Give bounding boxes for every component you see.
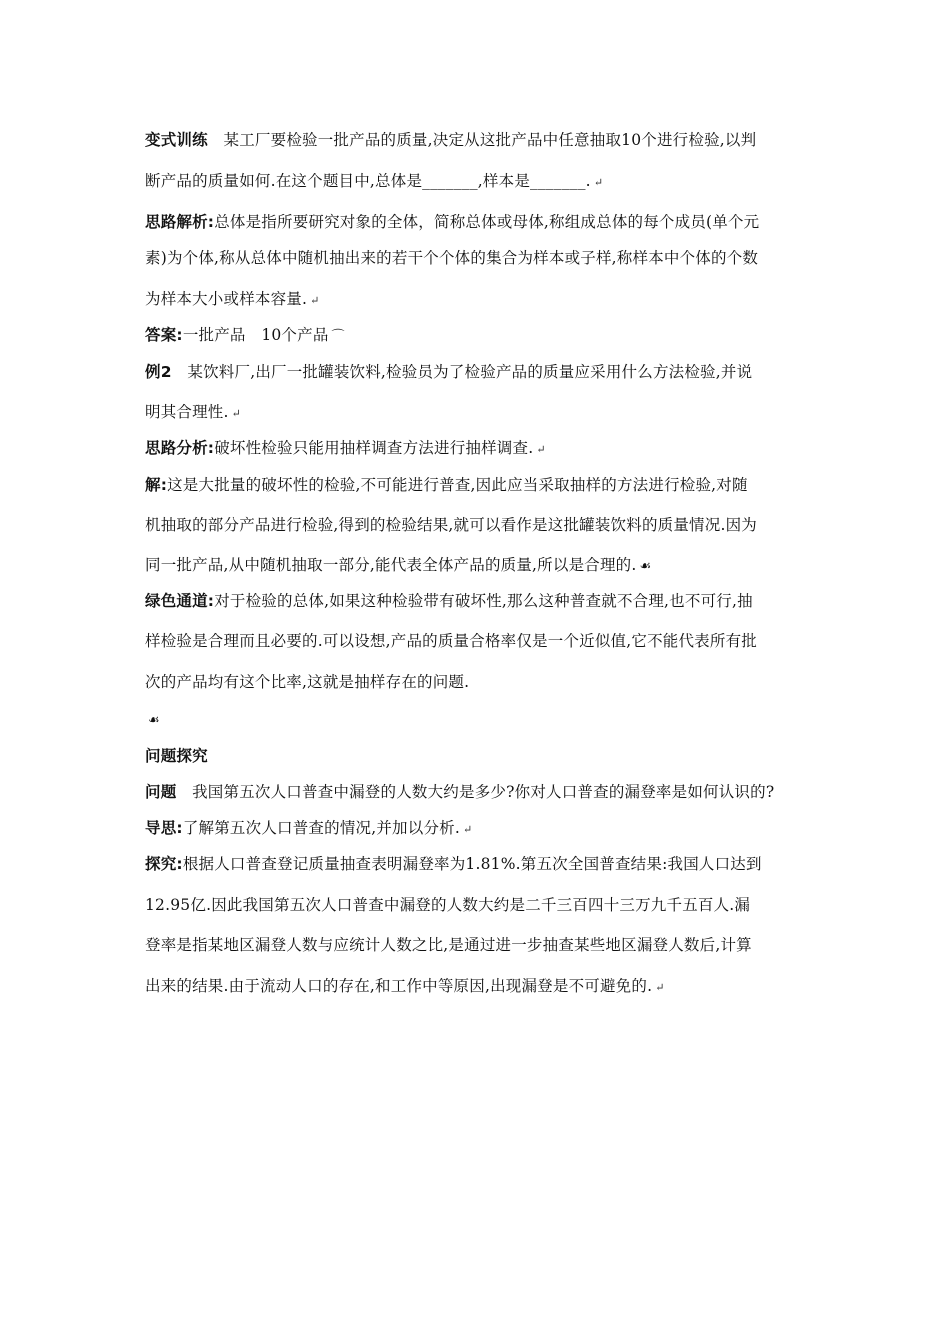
paragraph-mark-icon: ↵ bbox=[231, 406, 242, 420]
guide-text: 了解第五次人口普查的情况,并加以分析. bbox=[182, 819, 460, 837]
solution-line-3 bbox=[145, 553, 651, 575]
analysis2-label: 思路分析: bbox=[145, 439, 215, 457]
analysis2-text: 破坏性检验只能用抽样调查方法进行抽样调查. bbox=[214, 439, 534, 457]
green-channel-text-3: 次的产品均有这个比率,这就是抽样存在的问题. bbox=[145, 673, 470, 691]
explore-line-4 bbox=[145, 974, 665, 996]
variant-training-text-1: 某工厂要检验一批产品的质量,决定从这批产品中任意抽取10个进行检验,以判 bbox=[223, 131, 757, 149]
explore-text-2: 12.95亿.因此我国第五次人口普查中漏登的人数大约是二千三百四十三万九千五百人.漏 bbox=[145, 896, 751, 914]
example2-label: 例2 bbox=[145, 363, 172, 381]
explore-line-3 bbox=[145, 933, 752, 955]
variant-training-text-2: 断产品的质量如何.在这个题目中,总体是_______,样本是_______. bbox=[145, 172, 591, 190]
analysis1-line-1 bbox=[145, 210, 759, 232]
solution-label: 解: bbox=[145, 476, 168, 494]
guide-label: 导思: bbox=[145, 819, 183, 837]
paragraph-mark-icon: ↵ bbox=[536, 442, 546, 456]
analysis1-label: 思路解析: bbox=[145, 213, 215, 231]
explore-line-2 bbox=[145, 893, 750, 915]
paragraph-mark-icon: ↵ bbox=[310, 293, 320, 307]
green-channel-line-1 bbox=[145, 589, 753, 611]
question-text: 我国第五次人口普查中漏登的人数大约是多少?你对人口普查的漏登率是如何认识的? bbox=[176, 783, 775, 801]
variant-training-label: 变式训练 bbox=[145, 131, 208, 149]
answer-label: 答案: bbox=[145, 326, 183, 344]
analysis1-text-2: 素)为个体,称从总体中随机抽出来的若干个个体的集合为样本或子样,称样本中个体的个数 bbox=[145, 249, 759, 267]
explore-text-3: 登率是指某地区漏登人数与应统计人数之比,是通过进一步抽查某些地区漏登人数后,计算 bbox=[145, 936, 752, 954]
solution-text-3: 同一批产品,从中随机抽取一部分,能代表全体产品的质量,所以是合理的. bbox=[145, 556, 637, 574]
green-channel-line-3 bbox=[145, 670, 469, 692]
green-channel-text-1: 对于检验的总体,如果这种检验带有破坏性,那么这种普查就不合理,也不可行,抽 bbox=[214, 592, 753, 610]
question-label: 问题 bbox=[145, 783, 177, 801]
paragraph-mark-icon: ↵ bbox=[462, 822, 473, 836]
analysis1-line-2 bbox=[145, 246, 758, 268]
explore-text-4: 出来的结果.由于流动人口的存在,和工作中等原因,出现漏登是不可避免的. bbox=[145, 977, 653, 995]
green-channel-label: 绿色通道: bbox=[145, 592, 215, 610]
green-channel-line-2 bbox=[145, 629, 757, 651]
answer-line bbox=[145, 323, 345, 345]
analysis1-line-3 bbox=[145, 287, 320, 309]
explore-line-1 bbox=[145, 852, 762, 874]
standalone-mark-line bbox=[145, 710, 160, 728]
fleuron-icon: ☙ bbox=[639, 559, 652, 574]
answer-text: 一批产品 10个产品 bbox=[182, 326, 329, 344]
example2-text-1: 某饮料厂,出厂一批罐装饮料,检验员为了检验产品的质量应采用什么方法检验,并说 bbox=[171, 363, 753, 381]
variant-training-line-2 bbox=[145, 169, 603, 191]
example2-text-2: 明其合理性. bbox=[145, 403, 229, 421]
arc-mark-icon: ⌒ bbox=[331, 329, 345, 344]
analysis1-text-3: 为样本大小或样本容量. bbox=[145, 290, 308, 308]
guide-line bbox=[145, 816, 472, 838]
example2-line-1 bbox=[145, 360, 752, 382]
question-line bbox=[145, 780, 774, 802]
solution-line-2 bbox=[145, 513, 757, 535]
explore-text-1: 根据人口普查登记质量抽查表明漏登率为1.81%.第五次全国普查结果:我国人口达到 bbox=[182, 855, 762, 873]
green-channel-text-2: 样检验是合理而且必要的.可以设想,产品的质量合格率仅是一个近似值,它不能代表所有批 bbox=[145, 632, 757, 650]
analysis2-line bbox=[145, 436, 546, 458]
fleuron-icon: ☙ bbox=[148, 713, 160, 728]
explore-label: 探究: bbox=[145, 855, 183, 873]
solution-text-1: 这是大批量的破坏性的检验,不可能进行普查,因此应当采取抽样的方法进行检验,对随 bbox=[167, 476, 748, 494]
solution-line-1 bbox=[145, 473, 748, 495]
paragraph-mark-icon: ↵ bbox=[593, 175, 604, 189]
paragraph-mark-icon: ↵ bbox=[655, 980, 665, 994]
analysis1-text-1: 总体是指所要研究对象的全体，简称总体或母体,称组成总体的每个成员(单个元 bbox=[214, 213, 760, 231]
example2-line-2 bbox=[145, 400, 241, 422]
inquiry-heading: 问题探究 bbox=[145, 747, 208, 765]
solution-text-2: 机抽取的部分产品进行检验,得到的检验结果,就可以看作是这批罐装饮料的质量情况.因为 bbox=[145, 516, 757, 534]
variant-training-line-1 bbox=[145, 128, 756, 150]
